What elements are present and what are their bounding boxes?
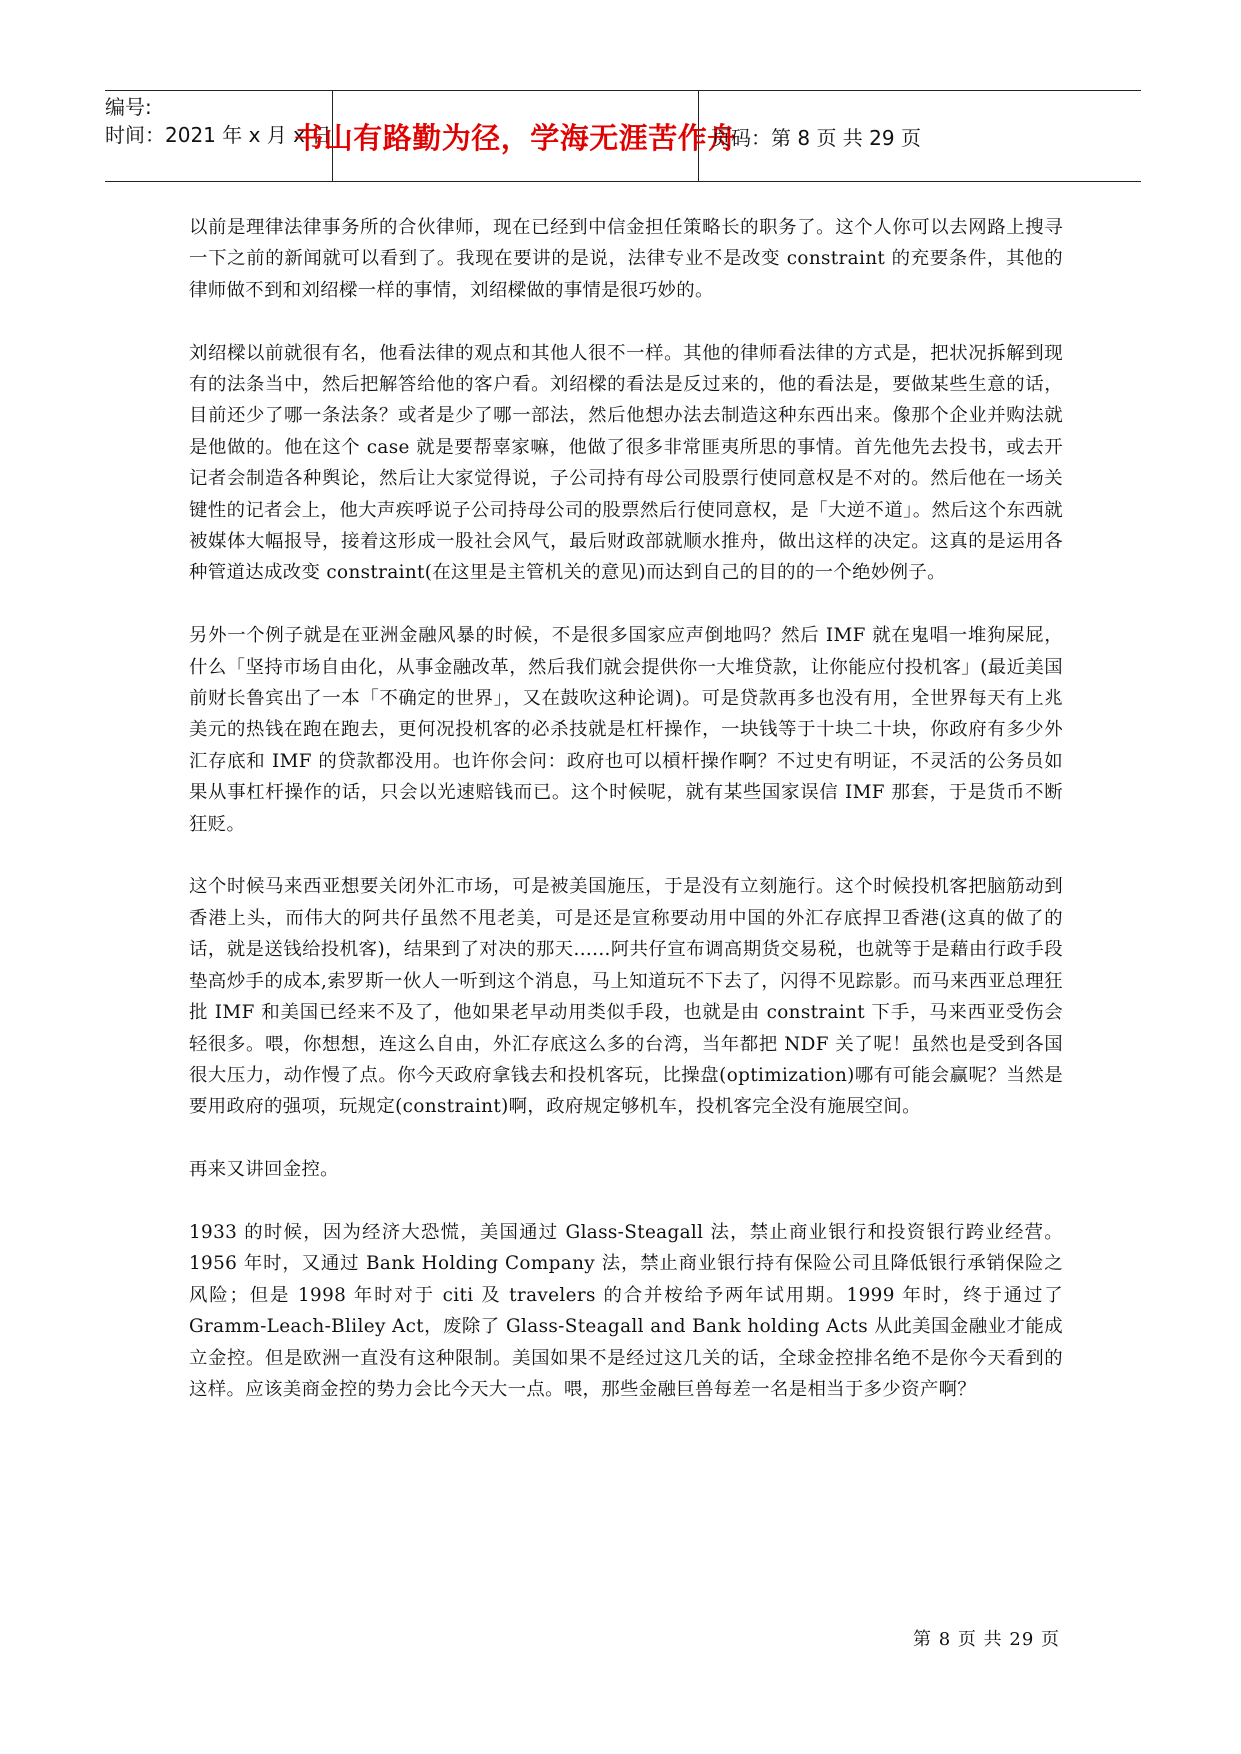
document-body bbox=[189, 212, 1063, 1437]
paragraph-3: 另外一个例子就是在亚洲金融风暴的时候，不是很多国家应声倒地吗？然后 IMF 就在鬼唱一堆狗屎屁，什么「坚持市场自由化，从事金融改革，然后我们就会提供你一大堆贷款，让你能应付投机客」(最近美国前财长鲁宾出了一本「不确定的世界」，又在鼓吹这种论调)。可是贷款再多也没有用，全世界每天有上兆美元的热钱在跑在跑去，更何况投机客的必杀技就是杠杆操作，一块钱等于十块二十块，你政府有多少外汇存底和 IMF 的贷款都没用。也许你会问：政府也可以槓杆操作啊？不过史有明证，不灵活的公务员如果从事杠杆操作的话，只会以光速赔钱而已。这个时候呢，就有某些国家误信 IMF 那套，于是货币不断狂贬。 bbox=[189, 625, 1063, 835]
paragraph-2: 刘绍樑以前就很有名，他看法律的观点和其他人很不一样。其他的律师看法律的方式是，把状况拆解到现有的法条当中，然后把解答给他的客户看。刘绍樑的看法是反过来的，他的看法是，要做某些生意的话，目前还少了哪一条法条？或者是少了哪一部法，然后他想办法去制造这种东西出来。像那个企业并购法就是他做的。他在这个 case 就是要帮辜家嘛，他做了很多非常匪夷所思的事情。首先他先去投书，或去开记者会制造各种舆论，然后让大家觉得说，子公司持有母公司股票行使同意权是不对的。然后他在一场关键性的记者会上，他大声疾呼说子公司持母公司的股票然后行使同意权，是「大逆不道」。然后这个东西就被媒体大幅报导，接着这形成一股社会风气，最后财政部就顺水推舟，做出这样的决定。这真的是运用各种管道达成改变 constraint(在这里是主管机关的意见)而达到自己的目的的一个绝妙例子。 bbox=[189, 342, 1063, 584]
paragraph-1: 以前是理律法律事务所的合伙律师，现在已经到中信金担任策略长的职务了。这个人你可以去网路上搜寻一下之前的新闻就可以看到了。我现在要讲的是说，法律专业不是改变 constraint 的充要条件，其他的律师做不到和刘绍樑一样的事情，刘绍樑做的事情是很巧妙的。 bbox=[189, 217, 1063, 301]
page-footer: 第 8 页 共 29 页 bbox=[913, 1629, 1060, 1650]
header-page-number: 页码：第 8 页 共 29 页 bbox=[711, 125, 921, 150]
paragraph-5: 再来又讲回金控。 bbox=[189, 1159, 339, 1181]
header-motto: 书山有路勤为径，学海无涯苦作舟 bbox=[332, 91, 699, 181]
document-time-label: 时间：2021 年 x 月 x 日 bbox=[105, 123, 332, 147]
document-number-label: 编号: bbox=[105, 95, 152, 119]
paragraph-6: 1933 的时候，因为经济大恐慌，美国通过 Glass-Steagall 法，禁止商业银行和投资银行跨业经营。1956 年时，又通过 Bank Holding Company 法，禁止商业银行持有保险公司且降低银行承销保险之风险；但是 1998 年时对于 citi 及 travelers 的合并桉给予两年试用期。1999 年时，终于通过了 Gramm-Leach-Bliley Act，废除了 Glass-Steagall and Bank holding Acts 从此美国金融业才能成立金控。但是欧洲一直没有这种限制。美国如果不是经过这几关的话，全球金控排名绝不是你今天看到的这样。应该美商金控的势力会比今天大一点。喂，那些金融巨兽每差一名是相当于多少资产啊？ bbox=[189, 1221, 1063, 1400]
paragraph-4: 这个时候马来西亚想要关闭外汇市场，可是被美国施压，于是没有立刻施行。这个时候投机客把脑筋动到香港上头，而伟大的阿共仔虽然不甩老美，可是还是宣称要动用中国的外汇存底捍卫香港(这真的做了的话，就是送钱给投机客)，结果到了对决的那天......阿共仔宣布调高期货交易税，也就等于是藉由行政手段垫高炒手的成本,索罗斯一伙人一听到这个消息，马上知道玩不下去了，闪得不见踪影。而马来西亚总理狂批 IMF 和美国已经来不及了，他如果老早动用类似手段，也就是由 constraint 下手，马来西亚受伤会轻很多。喂，你想想，连这么自由，外汇存底这么多的台湾，当年都把 NDF 关了呢！虽然也是受到各国很大压力，动作慢了点。你今天政府拿钱去和投机客玩，比操盘(optimization)哪有可能会赢呢？当然是要用政府的强项，玩规定(constraint)啊，政府规定够机车，投机客完全没有施展空间。 bbox=[189, 876, 1063, 1118]
page-header bbox=[105, 90, 1141, 182]
